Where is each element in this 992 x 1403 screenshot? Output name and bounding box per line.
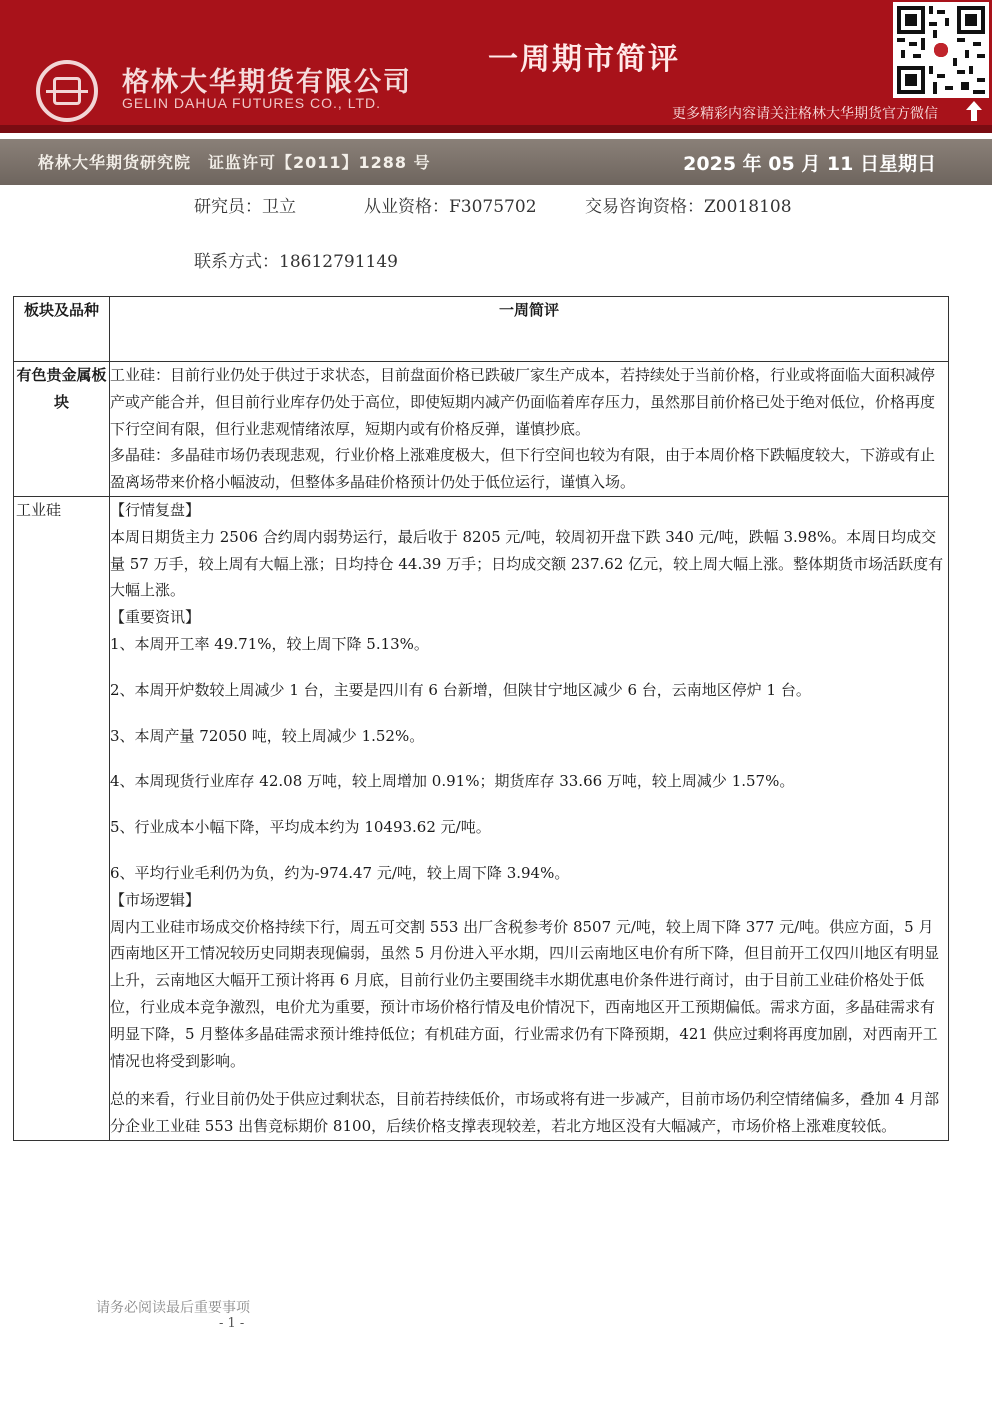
researcher: 研究员：卫立 xyxy=(194,197,296,217)
news-item: 5、行业成本小幅下降，平均成本约为 10493.62 元/吨。 xyxy=(110,818,491,837)
page-number: - 1 - xyxy=(219,1316,245,1331)
section-heading: 【市场逻辑】 xyxy=(110,890,201,909)
table-row xyxy=(14,362,949,497)
institute-license: 格林大华期货研究院 证监许可【2011】1288 号 xyxy=(38,153,431,172)
news-item: 2、本周开炉数较上周减少 1 台，主要是四川有 6 台新增，但陕甘宁地区减少 6 台，云南地区停炉 1 台。 xyxy=(110,680,811,699)
report-date: 2025 年 05 月 11 日星期日 xyxy=(683,153,936,175)
paragraph: 周内工业硅市场成交价格持续下行，周五可交割 553 出厂含税参考价 8507 元/吨，较上周下降 377 元/吨。供应方面，5 月西南地区开工情况较历史同期表现偏弱，虽然 5 月份进入平水期，四川云南地区电价有所下降，但目前开工仅四川地区有明显上升，云南地区大幅开工预计将再 6 月底，目前行业仍主要围绕丰水期优惠电价条件进行商讨，由于目前工业硅价格处于低位，行业成本竞争激烈，电价尤为重要，预计市场价格行情及电价情况下，西南地区开工预期偏低。需求方面，多晶硅需求有明显下降，5 月整体多晶硅需求预计维持低位；有机硅方面，行业需求仍有下降预期，421 供应过剩将再度加剧，对西南开工情况也将受到影响。 xyxy=(110,917,940,1070)
sector-cell: 有色贵金属板块 xyxy=(14,362,110,497)
company-logo-icon xyxy=(36,60,98,122)
section-heading: 【重要资讯】 xyxy=(110,608,201,627)
wechat-follow-note: 更多精彩内容请关注格林大华期货官方微信 xyxy=(672,106,938,122)
company-name-en: GELIN DAHUA FUTURES CO., LTD. xyxy=(122,95,381,111)
table-row xyxy=(14,496,949,1140)
report-title: 一周期市简评 xyxy=(488,42,680,77)
news-item: 6、平均行业毛利仍为负，约为-974.47 元/吨，较上周下降 3.94%。 xyxy=(110,863,570,882)
review-table xyxy=(13,296,949,1141)
footer-note: 请务必阅读最后重要事项 xyxy=(96,1300,250,1316)
column-header-review: 一周简评 xyxy=(110,297,949,362)
sector-cell: 工业硅 xyxy=(14,496,110,1140)
paragraph: 总的来看，行业目前仍处于供应过剩状态，目前若持续低价，市场或将有进一步减产，目前市场仍利空情绪偏多，叠加 4 月部分企业工业硅 553 出售竞标期价 8100，后续价格支撑表现较差，若北方地区没有大幅减产，市场价格上涨难度较低。 xyxy=(110,1090,940,1136)
news-item: 1、本周开工率 49.71%，较上周下降 5.13%。 xyxy=(110,634,429,653)
review-cell xyxy=(110,496,949,1140)
header-strip xyxy=(0,125,992,133)
company-name-cn: 格林大华期货有限公司 xyxy=(122,67,412,98)
qualification: 从业资格：F3075702 xyxy=(364,197,537,217)
news-item: 3、本周产量 72050 吨，较上周减少 1.52%。 xyxy=(110,726,425,745)
consult-qualification: 交易咨询资格：Z0018108 xyxy=(585,197,792,217)
table-header-row xyxy=(14,297,949,362)
column-header-sector: 板块及品种 xyxy=(14,297,110,362)
contact: 联系方式：18612791149 xyxy=(194,252,398,272)
news-item: 4、本周现货行业库存 42.08 万吨，较上周增加 0.91%；期货库存 33.66 万吨，较上周减少 1.57%。 xyxy=(110,772,795,791)
qr-code-icon xyxy=(893,2,989,98)
section-heading: 【行情复盘】 xyxy=(110,500,201,519)
arrow-up-icon xyxy=(965,100,983,122)
paragraph: 工业硅：目前行业仍处于供过于求状态，目前盘面价格已跌破厂家生产成本，若持续处于当前价格，行业或将面临大面积减停产或产能合并，但目前行业库存仍处于高位，即使短期内减产仍面临着库存压力，虽然那目前价格已处于绝对低位，价格再度下行空间有限，但行业悲观情绪浓厚，短期内或有价格反弹，谨慎抄底。 xyxy=(110,366,936,438)
paragraph: 多晶硅：多晶硅市场仍表现悲观，行业价格上涨难度极大，但下行空间也较为有限，由于本周价格下跌幅度较大，下游或有止盈离场带来价格小幅波动，但整体多晶硅价格预计仍处于低位运行，谨慎入场。 xyxy=(110,446,936,492)
paragraph: 本周日期货主力 2506 合约周内弱势运行，最后收于 8205 元/吨，较周初开盘下跌 340 元/吨，跌幅 3.98%。本周日均成交量 57 万手，较上周有大幅上涨；日均持仓 44.39 万手；日均成交额 237.62 亿元，较上周大幅上涨。整体期货市场活跃度有大幅上涨。 xyxy=(110,527,944,600)
review-cell xyxy=(110,362,949,497)
